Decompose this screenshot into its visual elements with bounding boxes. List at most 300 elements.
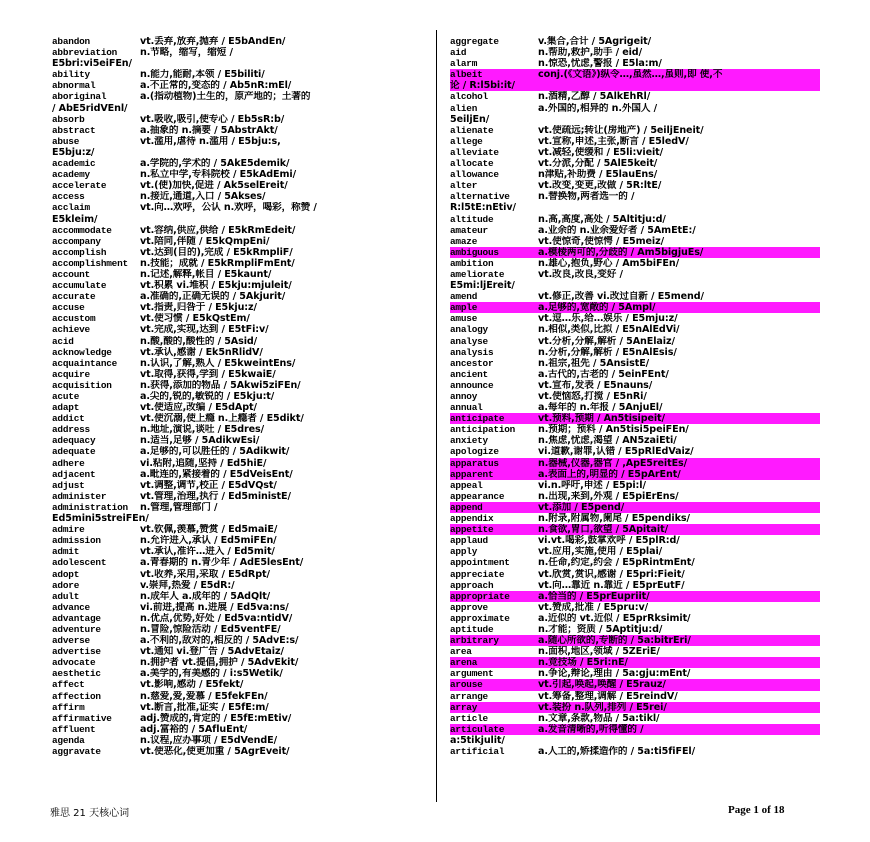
headword: analysis: [450, 346, 494, 358]
headword: alleviate: [450, 146, 499, 158]
definition: a.美学的,有美感的 / i:s5Wetik/: [140, 668, 283, 680]
headword: aptitude: [450, 623, 494, 635]
definition: vi.vt.喝彩,鼓掌欢呼 / E5plR:d/: [538, 535, 680, 547]
vocab-entry: [52, 336, 424, 347]
definition: vt.钦佩,羡慕,赞赏 / Ed5maiE/: [140, 524, 278, 536]
headword: annoy: [450, 391, 478, 402]
definition: n.焦虑,忧虑,渴望 / AN5zaiEti/: [538, 435, 677, 447]
headword: appetite: [450, 524, 494, 536]
vocab-entry: [52, 47, 424, 58]
vocab-entry: [52, 668, 424, 679]
vocab-entry: [450, 713, 820, 724]
definition: vt.承认,准许…进入 / Ed5mit/: [140, 546, 275, 558]
headword: albeit: [450, 69, 483, 81]
definition: n.惊恐,忧虑,警报 / E5la:m/: [538, 58, 662, 70]
headword: anticipate: [450, 413, 505, 425]
vocab-entry: [450, 136, 820, 147]
definition: a.业余的 n.业余爱好者 / 5AmEtE:/: [538, 224, 696, 236]
definition: vt.减轻,使缓和 / E5li:vieit/: [538, 146, 664, 158]
definition: vt.使恼怒,打搅 / E5nRi/: [538, 391, 647, 402]
definition: a.恰当的 / E5prEupriit/: [538, 590, 650, 602]
definition: vt.向…欢呼，公认 n.欢呼，喝彩，称赞 /: [140, 202, 317, 214]
headword: adventure: [52, 623, 101, 635]
vocab-entry: [52, 735, 424, 746]
headword: amend: [450, 291, 478, 303]
vocab-entry: [450, 524, 820, 535]
headword: arena: [450, 657, 478, 669]
definition: vt.使沉溺,使上瘾 n.上瘾者 / E5dikt/: [140, 413, 304, 425]
vocab-entry: [52, 269, 424, 280]
vocab-entry: [52, 169, 424, 180]
vocab-entry: [52, 369, 424, 380]
vocab-entry: [450, 180, 820, 191]
headword: arrange: [450, 690, 488, 702]
vocab-entry: [450, 347, 820, 358]
headword: alienate: [450, 124, 494, 136]
vocab-entry: [52, 313, 424, 324]
definition: vt.使惊奇,使惊愕 / E5meiz/: [538, 235, 664, 247]
vocab-entry: [52, 214, 424, 225]
vocab-entry: [450, 91, 820, 102]
vocab-entry: [450, 657, 820, 668]
vocab-entry: [450, 269, 820, 280]
headword: aggregate: [450, 36, 499, 47]
headword: article: [450, 712, 488, 724]
headword: advantage: [52, 612, 101, 624]
definition: n.食欲,胃口,欲望 / 5Apitait/: [538, 524, 669, 536]
headword: approximate: [450, 612, 510, 624]
definition: n.高,高度,高处 / 5Altitju:d/: [538, 213, 666, 225]
vocab-entry: [52, 635, 424, 646]
definition: a.近似的 vt.近似 / E5prRksimit/: [538, 612, 691, 624]
definition: a.不利的,敌对的,相反的 / 5AdvE:s/: [140, 635, 299, 647]
headword: aggravate: [52, 746, 101, 757]
vocab-entry: [450, 336, 820, 347]
definition: a:5tikjulit/: [450, 734, 505, 746]
definition: n.慈爱,爱,爱慕 / E5fekFEn/: [140, 690, 268, 702]
definition: a.足够的,可以胜任的 / 5Adikwit/: [140, 446, 290, 458]
definition: vi.道歉,谢罪,认错 / E5pRlEdVaiz/: [538, 446, 694, 458]
definition: adj.赞成的,肯定的 / E5fE:mEtiv/: [140, 712, 292, 724]
vocab-entry: [450, 258, 820, 269]
footer-title: 雅思 21 天核心词: [50, 808, 130, 819]
vocab-entry: [52, 347, 424, 358]
vocab-entry: [52, 469, 424, 480]
headword: abandon: [52, 36, 90, 47]
vocab-entry: [450, 535, 820, 546]
vocab-entry: [450, 158, 820, 169]
vocab-entry: [52, 580, 424, 591]
vocab-entry: [450, 735, 820, 746]
headword: abbreviation: [52, 47, 118, 59]
headword: affirm: [52, 701, 85, 713]
headword: acute: [52, 391, 80, 402]
definition: Ed5mini5streiFEn/: [52, 513, 149, 525]
headword: apologize: [450, 446, 499, 458]
vocab-entry: [52, 114, 424, 125]
definition: n.酒精,乙醇 / 5AlkEhRl/: [538, 91, 651, 103]
definition: n.附录,附属物,阑尾 / E5pendiks/: [538, 513, 690, 525]
headword: allowance: [450, 169, 499, 181]
definition: vt.容纳,供应,供给 / E5kRmEdeit/: [140, 224, 296, 236]
vocab-entry: [52, 480, 424, 491]
vocab-entry: [52, 624, 424, 635]
headword: addict: [52, 413, 85, 425]
headword: adjust: [52, 479, 85, 491]
vocab-entry: [450, 502, 820, 513]
headword: arouse: [450, 679, 483, 691]
definition: n.任命,约定,约会 / E5pRintmEnt/: [538, 557, 695, 569]
headword: alarm: [450, 58, 478, 70]
headword: ambiguous: [450, 246, 499, 258]
vocab-entry: [52, 80, 424, 91]
vocab-entry: [450, 668, 820, 679]
vocab-entry: [52, 746, 424, 757]
headword: abstract: [52, 124, 96, 136]
headword: altitude: [450, 213, 494, 225]
definition: vt.影响,感动 / E5fekt/: [140, 679, 244, 691]
vocab-entry: [52, 513, 424, 524]
definition: n.冒险,惊险活动 / Ed5ventFE/: [140, 623, 281, 635]
definition: a.毗连的,紧接着的 / E5dVeisEnt/: [140, 468, 293, 480]
headword: ameliorate: [450, 268, 505, 280]
definition: n.出现,来到,外观 / E5piErEns/: [538, 490, 679, 502]
definition: a.学院的,学术的 / 5AkE5demik/: [140, 158, 290, 170]
definition: vt.装扮 n.队列,排列 / E5rei/: [538, 701, 667, 713]
headword: acid: [52, 335, 74, 347]
definition: v.崇拜,热爱 / E5dR:/: [140, 579, 235, 591]
headword: alternative: [450, 191, 510, 203]
vocab-entry: [450, 469, 820, 480]
vocab-entry: [52, 569, 424, 580]
headword: acquisition: [52, 379, 112, 391]
definition: E5bri:vi5eiFEn/: [52, 58, 132, 70]
definition: a.模棱两可的,分歧的 / Am5bigjuEs/: [538, 246, 704, 258]
definition: n.地址,演说,谈吐 / E5dres/: [140, 424, 265, 436]
headword: accuse: [52, 302, 85, 314]
vocab-entry: [52, 602, 424, 613]
headword: apparent: [450, 468, 494, 480]
vocab-entry: [450, 557, 820, 568]
definition: a.发音清晰的,听得懂的 /: [538, 723, 644, 735]
headword: adequate: [52, 446, 96, 458]
headword: announce: [450, 379, 494, 391]
definition: n.议程,应办事项 / E5dVendE/: [140, 734, 278, 746]
vocab-entry: [450, 679, 820, 690]
vocab-entry: [450, 169, 820, 180]
vocab-entry: [52, 191, 424, 202]
definition: vt.宣称,申述,主张,断言 / E5ledV/: [538, 135, 689, 147]
headword: affluent: [52, 723, 96, 735]
vocab-entry: [52, 702, 424, 713]
definition: a.青春期的 n.青少年 / AdE5lesEnt/: [140, 557, 304, 569]
headword: array: [450, 701, 478, 713]
definition: E5kleim/: [52, 213, 98, 225]
headword: analogy: [450, 324, 488, 336]
definition: vt.添加 / E5pend/: [538, 501, 625, 513]
headword: appendix: [450, 513, 494, 525]
definition: n.文章,条款,物品 / 5a:tikl/: [538, 712, 660, 724]
vocab-entry: [450, 702, 820, 713]
definition: R:l5tE:nEtiv/: [450, 202, 516, 214]
vocab-entry: [450, 280, 820, 291]
definition: vt.达到(目的),完成 / E5kRmpliF/: [140, 246, 293, 258]
definition: vt.预料,预期 / An5tisipeit/: [538, 413, 665, 425]
definition: vt.宣布,发表 / E5nauns/: [538, 379, 653, 391]
definition: a.(指动植物)土生的，原产地的；土著的: [140, 91, 311, 103]
vocab-entry: [52, 435, 424, 446]
vocab-entry: [52, 458, 424, 469]
vocab-entry: [52, 225, 424, 236]
headword: accelerate: [52, 180, 107, 192]
headword: ancestor: [450, 357, 494, 369]
vocab-entry: [450, 358, 820, 369]
vocab-entry: [52, 158, 424, 169]
headword: accurate: [52, 291, 96, 303]
column-divider: [436, 30, 437, 802]
headword: address: [52, 424, 90, 436]
vocab-entry: [450, 214, 820, 225]
definition: vt.陪同,伴随 / E5kQmpEni/: [140, 235, 270, 247]
vocab-entry: [450, 80, 820, 91]
headword: allocate: [450, 158, 494, 170]
definition: vt.分析,分解,解析 / 5AnElaiz/: [538, 335, 675, 347]
definition: vt.应用,实施,使用 / E5plai/: [538, 546, 663, 558]
headword: amaze: [450, 235, 478, 247]
right-column: [450, 36, 820, 757]
headword: alcohol: [450, 91, 488, 103]
vocab-entry: [450, 58, 820, 69]
vocab-entry: [450, 225, 820, 236]
headword: applaud: [450, 535, 488, 547]
definition: vt.分派,分配 / 5AlE5keit/: [538, 158, 658, 170]
headword: academy: [52, 169, 90, 181]
vocab-entry: [450, 191, 820, 202]
definition: adj.富裕的 / 5AfluEnt/: [140, 723, 248, 735]
vocab-entry: [52, 103, 424, 114]
headword: approach: [450, 579, 494, 591]
headword: articulate: [450, 723, 505, 735]
headword: allege: [450, 135, 483, 147]
definition: vt.使疏远;转让(房地产) / 5eiljEneit/: [538, 124, 704, 136]
vocab-entry: [52, 291, 424, 302]
vocab-entry: [450, 635, 820, 646]
definition: vt.筹备,整理,调解 / E5reindV/: [538, 690, 678, 702]
vocab-entry: [450, 446, 820, 457]
vocab-entry: [52, 324, 424, 335]
definition: a.足够的,宽敞的 / 5Ampl/: [538, 302, 656, 314]
headword: accompany: [52, 235, 101, 247]
vocab-entry: [52, 402, 424, 413]
vocab-entry: [450, 580, 820, 591]
definition: vt.滥用,虐待 n.滥用 / E5bju:s,: [140, 135, 281, 147]
vocab-entry: [52, 258, 424, 269]
definition: n.接近,通道,入口 / 5Akses/: [140, 191, 266, 203]
vocab-entry: [52, 502, 424, 513]
vocab-entry: [52, 524, 424, 535]
headword: advance: [52, 601, 90, 613]
vocab-entry: [52, 36, 424, 47]
vocab-entry: [450, 602, 820, 613]
headword: accomplish: [52, 246, 107, 258]
headword: amateur: [450, 224, 488, 236]
definition: a.随心所欲的,专断的 / 5a:bitrEri/: [538, 635, 691, 647]
definition: n.管理,管理部门 /: [140, 501, 218, 513]
headword: approve: [450, 601, 488, 613]
headword: advocate: [52, 657, 96, 669]
definition: vt.修正,改善 vi.改过自新 / E5mend/: [538, 291, 704, 303]
definition: n.记述,解释,帐目 / E5kaunt/: [140, 268, 272, 280]
vocab-entry: [52, 446, 424, 457]
definition: vi.前进,提高 n.进展 / Ed5va:ns/: [140, 601, 289, 613]
vocab-entry: [52, 657, 424, 668]
vocab-entry: [52, 491, 424, 502]
headword: ability: [52, 69, 90, 81]
vocab-entry: [52, 247, 424, 258]
headword: affirmative: [52, 712, 112, 724]
definition: vt.逗…乐,给…娱乐 / E5mju:z/: [538, 313, 678, 325]
headword: adopt: [52, 568, 80, 580]
vocab-entry: [450, 380, 820, 391]
headword: appointment: [450, 557, 510, 569]
vocab-entry: [450, 291, 820, 302]
definition: n.预期；预料 / An5tisi5peiFEn/: [538, 424, 689, 436]
definition: vt.断言,批准,证实 / E5fE:m/: [140, 701, 269, 713]
headword: amuse: [450, 313, 478, 325]
headword: appearance: [450, 490, 505, 502]
definition: E5bju:z/: [52, 146, 95, 158]
headword: achieve: [52, 324, 90, 336]
headword: ample: [450, 302, 478, 314]
headword: administration: [52, 501, 128, 513]
headword: adore: [52, 579, 80, 591]
definition: n.优点,优势,好处 / Ed5va:ntidV/: [140, 612, 293, 624]
headword: accumulate: [52, 280, 107, 292]
headword: abnormal: [52, 80, 96, 92]
vocab-entry: [52, 147, 424, 158]
headword: adverse: [52, 635, 90, 647]
headword: anticipation: [450, 424, 516, 436]
vocab-entry: [52, 280, 424, 291]
vocab-entry: [52, 358, 424, 369]
headword: acclaim: [52, 202, 90, 214]
vocab-entry: [450, 746, 820, 757]
definition: a.尖的,锐的,敏锐的 / E5kju:t/: [140, 391, 275, 402]
definition: n.争论,辩论,理由 / 5a:gju:mEnt/: [538, 668, 691, 680]
vocab-entry: [450, 36, 820, 47]
definition: 论 / R:l5bi:it/: [450, 80, 515, 92]
headword: affection: [52, 690, 101, 702]
definition: n.帮助,救护,助手 / eid/: [538, 47, 642, 59]
headword: adjacent: [52, 468, 96, 480]
definition: n.分析,分解,解析 / E5nAlEsis/: [538, 346, 677, 358]
headword: agenda: [52, 734, 85, 746]
definition: n.技能；成就 / E5kRmpliFmEnt/: [140, 257, 295, 269]
vocab-entry: [450, 513, 820, 524]
headword: arbitrary: [450, 635, 499, 647]
headword: accomplishment: [52, 257, 128, 269]
vocab-entry: [450, 313, 820, 324]
definition: vt.引起,唤起,唤醒 / E5rauz/: [538, 679, 666, 691]
vocab-entry: [450, 202, 820, 213]
headword: advertise: [52, 646, 101, 658]
headword: area: [450, 646, 472, 658]
vocab-entry: [450, 402, 820, 413]
vocab-entry: [450, 69, 820, 80]
definition: vt.使恶化,使更加重 / 5AgrEveit/: [140, 746, 290, 757]
vocab-entry: [450, 424, 820, 435]
definition: / AbE5ridVEnl/: [52, 102, 128, 114]
vocab-entry: [450, 591, 820, 602]
headword: ambition: [450, 257, 494, 269]
vocab-entry: [450, 646, 820, 657]
definition: vt.赞成,批准 / E5pru:v/: [538, 601, 649, 613]
headword: adolescent: [52, 557, 107, 569]
definition: n.认识,了解,熟人 / E5kweintEns/: [140, 357, 296, 369]
headword: access: [52, 191, 85, 203]
definition: n.替换物,两者选一的 /: [538, 191, 635, 203]
headword: alien: [450, 102, 478, 114]
vocab-entry: [52, 724, 424, 735]
definition: a.每年的 n.年报 / 5AnjuEl/: [538, 402, 663, 414]
vocab-entry: [52, 391, 424, 402]
vocab-entry: [450, 569, 820, 580]
vocab-entry: [52, 679, 424, 690]
definition: v.集合,合计 / 5Agrigeit/: [538, 36, 652, 47]
headword: affect: [52, 679, 85, 691]
definition: vt.向…靠近 n.靠近 / E5prEutF/: [538, 579, 685, 591]
page-number: Page 1 of 18: [728, 804, 785, 816]
definition: vt.承认,感谢 / Ek5nRlidV/: [140, 346, 263, 358]
headword: administer: [52, 490, 107, 502]
definition: a.准确的,正确无误的 / 5Akjurit/: [140, 291, 286, 303]
headword: anxiety: [450, 435, 488, 447]
vocab-entry: [52, 202, 424, 213]
vocab-entry: [52, 591, 424, 602]
vocab-entry: [52, 613, 424, 624]
vocab-entry: [52, 413, 424, 424]
definition: n.拥护者 vt.提倡,拥护 / 5AdvEkit/: [140, 657, 299, 669]
definition: vt.吸收,吸引,使专心 / Eb5sR:b/: [140, 113, 285, 125]
vocab-entry: [450, 103, 820, 114]
definition: vt.通知 vi.登广告 / 5AdvEtaiz/: [140, 646, 284, 658]
headword: apparatus: [450, 457, 499, 469]
headword: appeal: [450, 479, 483, 491]
headword: admire: [52, 524, 85, 536]
definition: n.允许进入,承认 / Ed5miFEn/: [140, 535, 277, 547]
headword: accustom: [52, 313, 96, 325]
definition: a.外国的,相异的 n.外国人 /: [538, 102, 658, 114]
definition: vt.收养,采用,采取 / E5dRpt/: [140, 568, 270, 580]
definition: vt.使适应,改编 / E5dApt/: [140, 402, 257, 414]
headword: alter: [450, 180, 478, 192]
definition: n.祖宗,祖先 / 5AnsistE/: [538, 357, 650, 369]
definition: vt.改变,变更,改做 / 5R:ltE/: [538, 180, 662, 192]
headword: adhere: [52, 457, 85, 469]
headword: append: [450, 501, 483, 513]
definition: n.节略，缩写，缩短 /: [140, 47, 233, 59]
definition: n.获得,添加的物品 / 5Akwi5ziFEn/: [140, 379, 301, 391]
headword: absorb: [52, 113, 85, 125]
definition: n.能力,能耐,本领 / E5biliti/: [140, 69, 265, 81]
headword: aesthetic: [52, 668, 101, 680]
headword: aboriginal: [52, 91, 107, 103]
vocab-entry: [450, 413, 820, 424]
headword: admission: [52, 535, 101, 547]
definition: a.人工的,矫揉造作的 / 5a:ti5fiFEl/: [538, 746, 695, 757]
definition: n.成年人 a.成年的 / 5AdQlt/: [140, 590, 271, 602]
vocab-entry: [52, 546, 424, 557]
